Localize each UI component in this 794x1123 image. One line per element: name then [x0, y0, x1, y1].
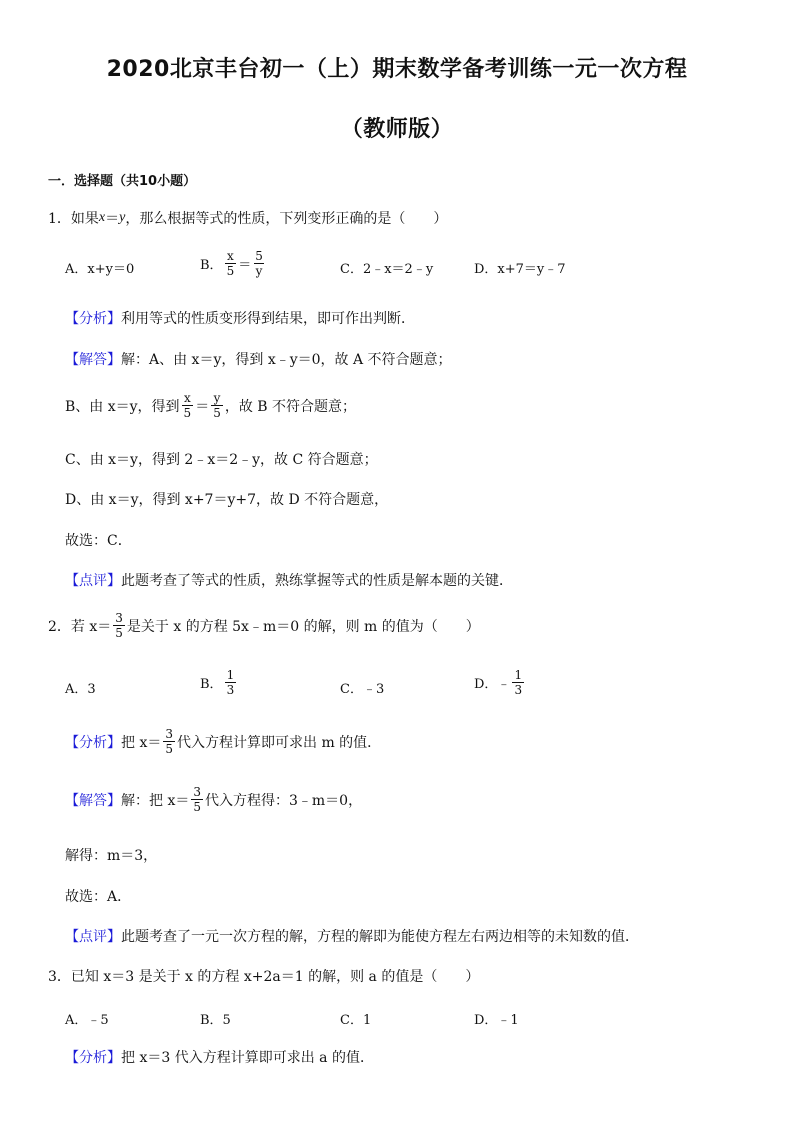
q3-option-d: D．﹣1 [474, 1013, 519, 1028]
fraction: $\frac{5}{y}$ [255, 249, 263, 278]
comment-tag: 【点评】 [65, 573, 121, 589]
q3-option-c: C．1 [340, 1013, 372, 1028]
fraction: $\frac{3}{5}$ [115, 611, 123, 640]
q2-stem: 2．若 x＝ $\frac{3}{5}$ 是关于 x 的方程 5x﹣m＝0 的解，则 m 的值为（ ） [48, 611, 480, 640]
q1-option-d: D．x+7＝y﹣7 [474, 262, 566, 277]
q2-comment: 【点评】 此题考查了一元一次方程的解，方程的解即为能使方程左右两边相等的未知数的值． [65, 926, 639, 946]
q3-stem: 3．已知 x＝3 是关于 x 的方程 x+2a＝1 的解，则 a 的值是（ ） [48, 969, 480, 985]
document-subtitle: （教师版） [340, 117, 454, 142]
document-title: 2020北京丰台初一（上）期末数学备考训练一元一次方程 [106, 57, 688, 82]
solution-tag: 【解答】 [65, 352, 121, 368]
analysis-tag: 【分析】 [65, 734, 121, 751]
q1-stem: 1．如果 x ＝ y ，那么根据等式的性质，下列变形正确的是（ ） [48, 210, 448, 227]
q1-option-c: C．2﹣x＝2﹣y [340, 262, 434, 277]
fraction: $\frac{y}{5}$ [213, 391, 221, 420]
fraction: $\frac{x}{5}$ [183, 391, 192, 420]
q3-option-b: B．5 [200, 1013, 231, 1028]
q2-option-d: D．﹣ $\frac{1}{3}$ [474, 668, 523, 697]
analysis-tag: 【分析】 [65, 1050, 121, 1066]
fraction: $\frac{x}{5}$ [226, 249, 235, 278]
q1-solution-b: B、由 x＝y，得到 $\frac{x}{5}$ ＝ $\frac{y}{5}$ ，故 B 不符合题意； [65, 391, 357, 420]
section-heading: 一．选择题（共10小题） [48, 174, 197, 189]
q3-option-a: A．﹣5 [65, 1013, 109, 1028]
q2-option-a: A．3 [65, 682, 96, 697]
q1-solution-d: D、由 x＝y，得到 x+7＝y+7，故 D 不符合题意， [65, 492, 389, 508]
q1-comment: 【点评】 此题考查了等式的性质，熟练掌握等式的性质是解本题的关键． [65, 570, 513, 590]
solution-tag: 【解答】 [65, 792, 121, 809]
q2-option-b: B． $\frac{1}{3}$ [200, 668, 235, 697]
comment-tag: 【点评】 [65, 929, 121, 945]
q2-option-c: C．﹣3 [340, 682, 385, 697]
fraction: $\frac{3}{5}$ [193, 785, 201, 814]
fraction: $\frac{1}{3}$ [226, 668, 235, 697]
q1-analysis: 【分析】 利用等式的性质变形得到结果，即可作出判断． [65, 308, 415, 328]
q1-choice: 故选：C． [65, 533, 132, 549]
fraction: $\frac{1}{3}$ [514, 668, 523, 697]
q1-solution: 【解答】 解：A、由 x＝y，得到 x﹣y＝0，故 A 不符合题意； [65, 349, 452, 369]
analysis-tag: 【分析】 [65, 311, 121, 327]
q2-choice: 故选：A． [65, 889, 132, 905]
q3-analysis: 【分析】 把 x＝3 代入方程计算即可求出 a 的值． [65, 1047, 374, 1067]
fraction: $\frac{3}{5}$ [165, 727, 173, 756]
q1-option-a: A．x+y＝0 [65, 262, 135, 277]
q2-analysis: 【分析】 把 x＝ $\frac{3}{5}$ 代入方程计算即可求出 m 的值． [65, 727, 382, 756]
q1-solution-c: C、由 x＝y，得到 2﹣x＝2﹣y，故 C 符合题意； [65, 452, 378, 468]
q2-solution: 【解答】 解：把 x＝ $\frac{3}{5}$ 代入方程得：3﹣m＝0， [65, 785, 363, 814]
q2-solution-result: 解得：m＝3， [65, 848, 158, 864]
q1-option-b: B． $\frac{x}{5}$ ＝ $\frac{5}{y}$ [200, 249, 263, 278]
